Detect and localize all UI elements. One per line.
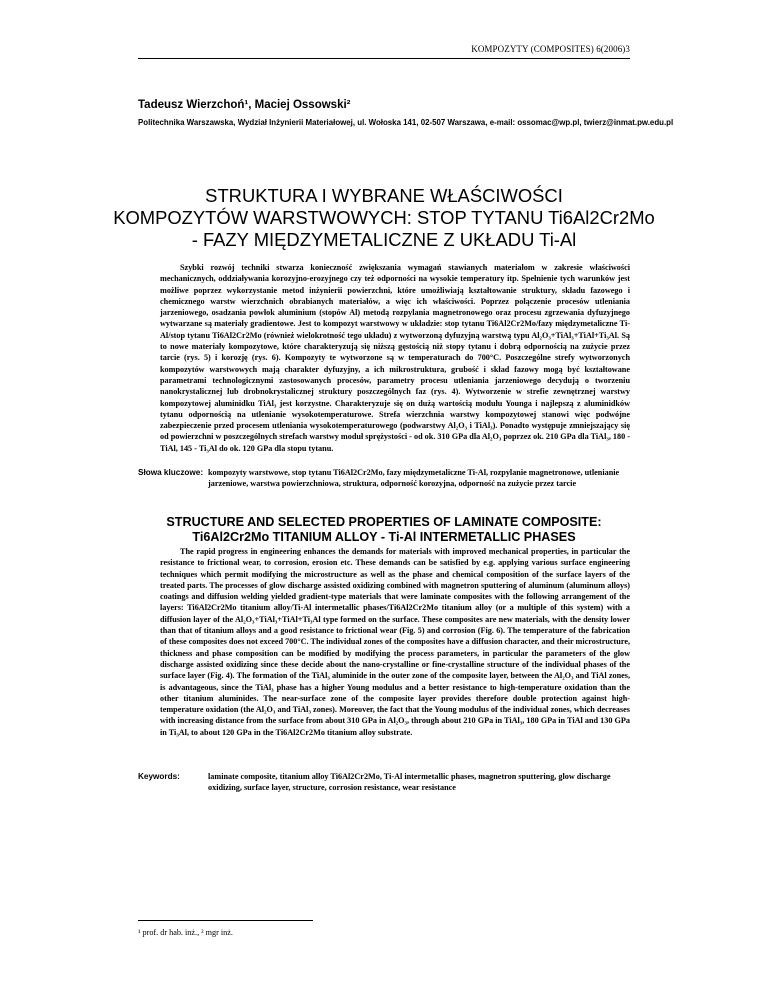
title-polish-line-2: KOMPOZYTÓW WARSTWOWYCH: STOP TYTANU Ti6Al2Cr2Mo bbox=[113, 207, 655, 228]
keywords-english-text: laminate composite, titanium alloy Ti6Al2Cr2Mo, Ti-Al intermetallic phases, magnetron sputtering, glow discharge oxidizing, surface layer, structure, corrosion resistance, wear resistance bbox=[208, 772, 611, 793]
title-english-line-1: STRUCTURE AND SELECTED PROPERTIES OF LAMINATE COMPOSITE: bbox=[166, 515, 602, 529]
title-english-line-2: Ti6Al2Cr2Mo TITANIUM ALLOY - Ti-Al INTERMETALLIC PHASES bbox=[192, 530, 576, 544]
header-rule bbox=[138, 58, 630, 59]
authors: Tadeusz Wierzchoń¹, Maciej Ossowski² bbox=[138, 99, 351, 111]
abstract-polish: Szybki rozwój techniki stwarza konieczność zwiększania wymagań stawianych materiałom w zakresie właściwości mechanicznych, oddziaływania korozyjno-erozyjnego czy też odporności na wysokie temperatury itp. Spełnienie tych warunków jest możliwe poprzez wykorzystanie metod inżynierii powierzchni, które umożliwiają kształtowanie struktury, składu fazowego i chemicznego warstw wierzchnich obrabianych materiałów, a więc ich właściwości. Poprzez połączenie procesów utleniania jarzeniowego, osadzania powłok aluminium (stopów Al) metodą rozpylania magnetronowego oraz procesu zgrzewania dyfuzyjnego wytwarzane są materiały gradientowe. Jest to kompozyt warstwowy w układzie: stop tytanu Ti6Al2Cr2Mo/fazy międzymetaliczne Ti-Al/stop tytanu Ti6Al2Cr2Mo (również wielokrotność tego układu) z wytworzoną dyfuzyjną warstwą typu Al₂O₃+TiAl₃+TiAl+Ti₃Al. Są to nowe materiały kompozytowe, które charakteryzują się niższą gęstością niż stopy tytanu i dobrą odpornością na zużycie przez tarcie (rys. 5) i korozję (rys. 6). Kompozyty te wytworzone są w temperaturach do 700°C. Poszczególne strefy wytworzonych kompozytów warstwowych mają charakter dyfuzyjny, a ich mikrostruktura, grubość i skład fazowy mogą być kształtowane parametrami technologicznymi zastosowanych procesów, parametry procesu utleniania jarzeniowego decydują o tworzeniu nanokrystalicznej lub drobnokrystalicznej struktury poszczególnych faz (rys. 4). Wytworzenie w strefie zewnętrznej warstwy kompozytowej aluminidku TiAl₃ jest korzystne. Charakteryzuje się on dużą wartością modułu Younga i najlepszą z aluminidków tytanu odpornością na utlenianie wysokotemperaturowe. Strefa wierzchnia warstwy kompozytowej stanowi więc podwójne zabezpieczenie przed procesem utleniania wysokotemperaturowego (podwarstwy Al₂O₃ i TiAl₃). Ponadto występuje zmniejszający się od powierzchni w poszczególnych strefach warstwy moduł sprężystości - od ok. 310 GPa dla Al₂O₃ poprzez ok. 210 GPa dla TiAl₃, 180 - TiAl, 145 - Ti₃Al do ok. 120 GPa dla stopu tytanu. bbox=[160, 263, 630, 453]
footnote: ¹ prof. dr hab. inż., ² mgr inż. bbox=[138, 928, 233, 937]
footnote-rule bbox=[138, 920, 313, 921]
keywords-polish bbox=[138, 467, 630, 490]
keywords-polish-text: kompozyty warstwowe, stop tytanu Ti6Al2Cr2Mo, fazy międzymetaliczne Ti-Al, rozpylanie magnetronowe, utlenianie jarzeniowe, warstwa powierzchniowa, struktura, odporność korozyjna, odporność na zużycie przez tarcie bbox=[208, 468, 620, 489]
abstract-english: The rapid progress in engineering enhances the demands for materials with improved mechanical properties, in particular the resistance to frictional wear, to corrosion, erosion etc. These demands can be satisfied by e.g. applying various surface engineering techniques which permit modifying the microstructure as well as the phase and chemical composition of the surface layers of the treated parts. The processes of glow discharge assisted oxidizing combined with magnetron sputtering of aluminum (aluminum alloys) coatings and diffusion welding yielded gradient-type materials that were laminate composites with the following arrangement of the layers: Ti6Al2Cr2Mo titanium alloy/Ti-Al intermetallic phases/Ti6Al2Cr2Mo titanium alloy (or a multiple of this system) with a diffusion layer of the Al₂O₃+TiAl₃+TiAl+Ti₃Al type formed on the surface. These composites are new materials, with the density lower than that of titanium alloys and a good resistance to frictional wear (Fig. 5) and corrosion (Fig. 6). The temperature of the fabrication of these composites does not exceed 700°C. The individual zones of the composites have a diffusion character, and their microstructure, thickness and phase composition can be modified by modifying the process parameters, in particular the parameters of the glow discharge assisted oxidizing since these decide about the nano-crystalline or fine-crystalline structure of the individual phases of the surface layer (Fig. 4). The formation of the TiAl₃ aluminide in the outer zone of the composite layer, between the Al₂O₃ and TiAl zones, is advantageous, since the TiAl₃ phase has a higher Young modulus and a better resistance to high-temperature oxidation than the other titanium aluminides. The near-surface zone of the composite layer provides therefore double protection against high-temperature oxidation (the Al₂O₃ and TiAl₃ zones). Moreover, the fact that the Young modulus of the individual zones, which decreases with increasing distance from the surface from about 310 GPa in Al₂O₃, through about 210 GPa in TiAl₃, 180 GPa in TiAl and 130 GPa in Ti₃Al, to about 120 GPa in the Ti6Al2Cr2Mo titanium alloy substrate. bbox=[160, 547, 630, 737]
title-english bbox=[100, 515, 668, 545]
running-head: KOMPOZYTY (COMPOSITES) 6(2006)3 bbox=[471, 44, 630, 54]
title-polish bbox=[100, 185, 668, 251]
affiliation: Politechnika Warszawska, Wydział Inżynierii Materiałowej, ul. Wołoska 141, 02-507 Warszawa, e-mail: ossomac@wp.pl, twierz@inmat.pw.edu.pl bbox=[138, 118, 674, 127]
keywords-english-label: Keywords: bbox=[138, 772, 180, 781]
keywords-polish-label: Słowa kluczowe: bbox=[138, 468, 204, 477]
title-polish-line-3: - FAZY MIĘDZYMETALICZNE Z UKŁADU Ti-Al bbox=[191, 229, 577, 250]
title-polish-line-1: STRUKTURA I WYBRANE WŁAŚCIWOŚCI bbox=[205, 185, 563, 206]
keywords-english bbox=[138, 771, 630, 794]
